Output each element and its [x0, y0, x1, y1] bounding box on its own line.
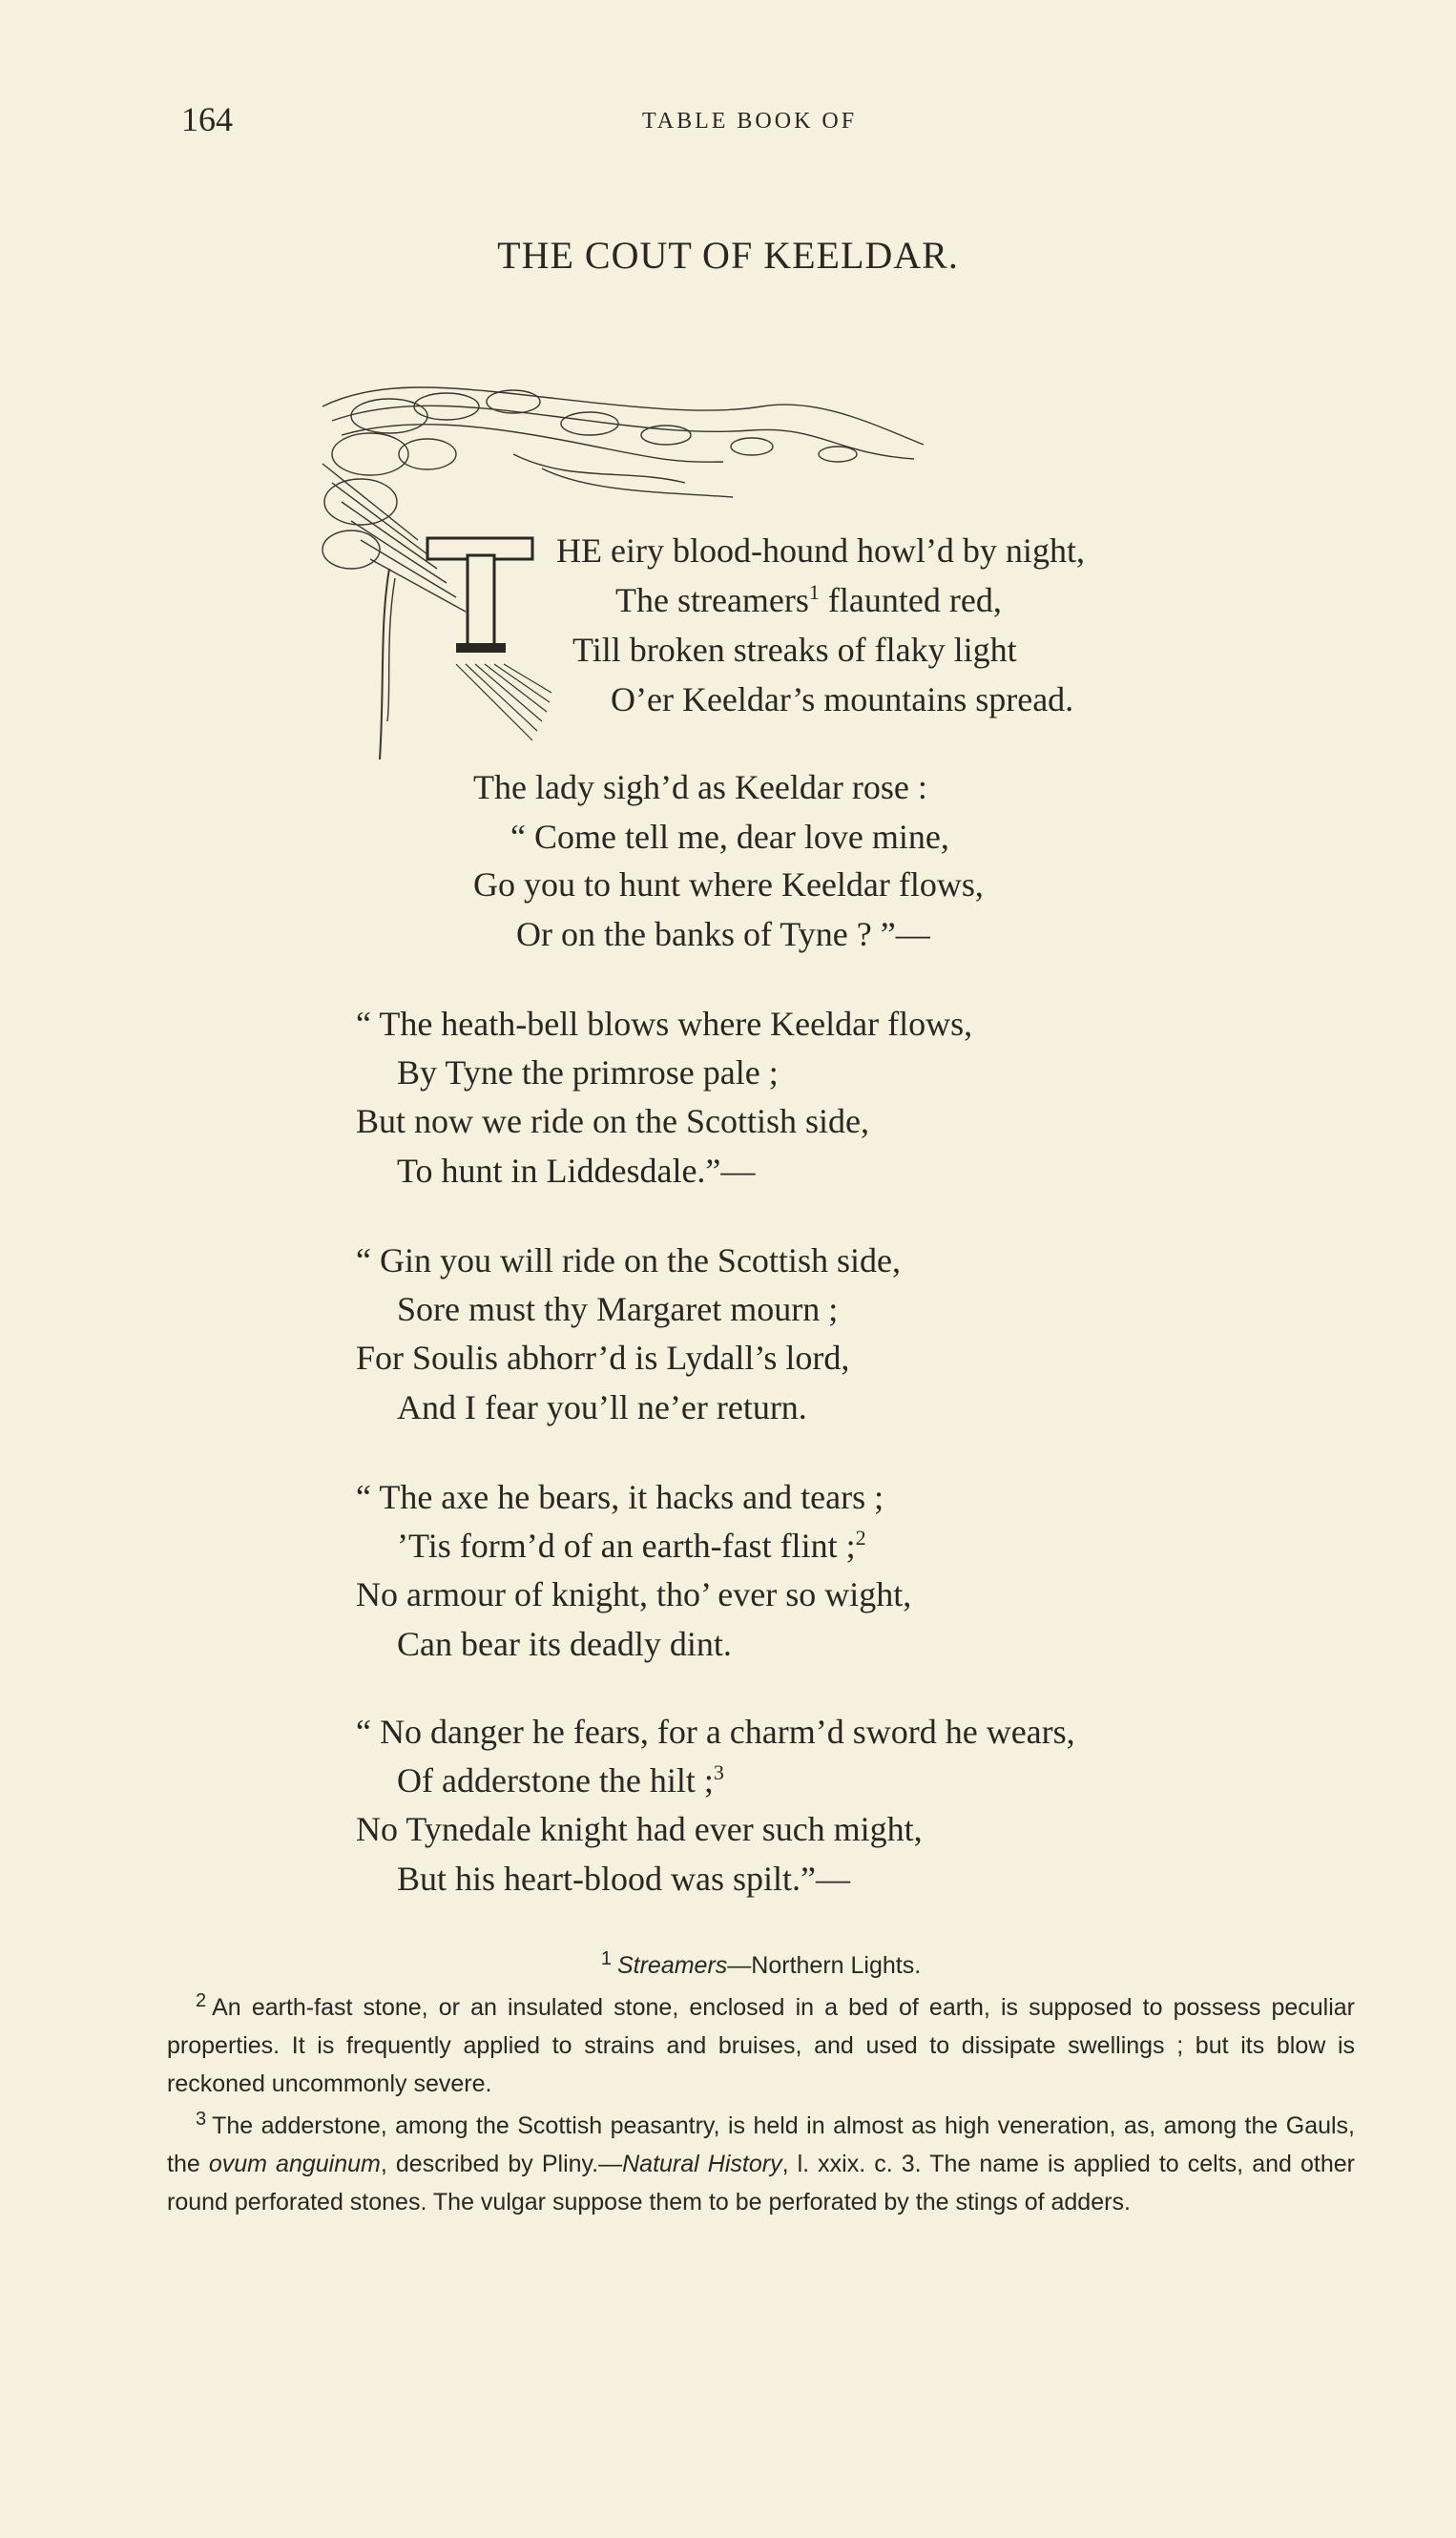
stanza-2-line-2: “ Come tell me, dear love mine,	[510, 818, 949, 856]
stanza-1-line-4: O’er Keeldar’s mountains spread.	[611, 680, 1074, 718]
stanza-3-line-1: “ The heath-bell blows where Keeldar flows,	[356, 1005, 973, 1043]
stanza-5-line-1: “ The axe he bears, it hacks and tears ;	[356, 1478, 884, 1516]
footnote-number: 3	[196, 2108, 207, 2130]
stanza-3-line-3: But now we ride on the Scottish side,	[356, 1102, 869, 1140]
footnote-ref-3: 3	[713, 1760, 724, 1784]
stanza-4-line-1: “ Gin you will ride on the Scottish side,	[356, 1241, 901, 1279]
running-head	[181, 99, 1275, 145]
footnote-text: An earth-fast stone, or an insulated stone, enclosed in a bed of earth, is supposed to possess peculiar properties. It is frequently applied to strains and bruises, and used to dissipate swellings ; but its blow is reckoned uncommonly severe.	[167, 1994, 1355, 2097]
footnote-number: 1	[600, 1947, 612, 1969]
footnotes	[167, 1946, 1355, 2221]
stanza-1-line-2	[615, 580, 1002, 620]
footnote-text: The adderstone, among the Scottish peasantry, is held in almost as high veneration, as, among the Gauls, the	[167, 2112, 1355, 2177]
stanza-5-line-4: Can bear its deadly dint.	[397, 1625, 732, 1663]
footnote-text: Streamers	[616, 1952, 728, 1979]
footnote-1	[167, 1946, 1355, 1985]
line-text: The streamers	[615, 581, 809, 619]
footnote-text: —Northern Lights.	[727, 1952, 922, 1979]
stanza-6-line-1: “ No danger he fears, for a charm’d sword he wears,	[356, 1713, 1075, 1751]
stanza-5-line-2	[397, 1526, 866, 1566]
footnote-ref-1: 1	[808, 580, 820, 604]
line-text: ’Tis form’d of an earth-fast flint ;	[397, 1527, 856, 1565]
stanza-5-line-3: No armour of knight, tho’ ever so wight,	[356, 1575, 912, 1613]
running-title: TABLE BOOK OF	[642, 109, 858, 134]
footnote-2	[167, 1988, 1355, 2103]
footnote-3	[167, 2107, 1355, 2221]
line-text-after: flaunted red,	[819, 581, 1002, 619]
footnote-ref-2: 2	[855, 1526, 866, 1550]
stanza-3-line-4: To hunt in Liddesdale.”—	[397, 1152, 756, 1190]
footnote-text: , described by Pliny.—	[380, 2151, 623, 2177]
stanza-1-line-1: HE eiry blood-hound howl’d by night,	[556, 531, 1085, 570]
footnote-number: 2	[196, 1989, 207, 2011]
stanza-3-line-2: By Tyne the primrose pale ;	[397, 1053, 779, 1092]
footnote-text: ovum anguinum	[208, 2151, 381, 2177]
stanza-2-line-4: Or on the banks of Tyne ? ”—	[516, 915, 930, 953]
stanza-4-line-4: And I fear you’ll ne’er return.	[397, 1388, 807, 1426]
stanza-4-line-2: Sore must thy Margaret mourn ;	[397, 1290, 839, 1328]
stanza-6-line-2	[397, 1760, 724, 1800]
stanza-2-line-3: Go you to hunt where Keeldar flows,	[473, 865, 984, 904]
footnote-text: Natural History	[622, 2151, 782, 2177]
stanza-2-line-1: The lady sigh’d as Keeldar rose :	[473, 768, 927, 806]
stanza-4-line-3: For Soulis abhorr’d is Lydall’s lord,	[356, 1339, 850, 1377]
page-number: 164	[181, 100, 233, 138]
poem-title: THE COUT OF KEELDAR.	[497, 234, 959, 277]
stanza-6-line-3: No Tynedale knight had ever such might,	[356, 1810, 923, 1848]
stanza-6-line-4: But his heart-blood was spilt.”—	[397, 1860, 850, 1898]
stanza-1-line-3: Till broken streaks of flaky light	[572, 631, 1017, 669]
line-text: Of adderstone the hilt ;	[397, 1761, 714, 1799]
footnote-text: , l. xxix. c. 3. The name is applied to celts, and other round perforated stones. The vulgar suppose them to be perforated by the stings of adders.	[167, 2151, 1355, 2216]
